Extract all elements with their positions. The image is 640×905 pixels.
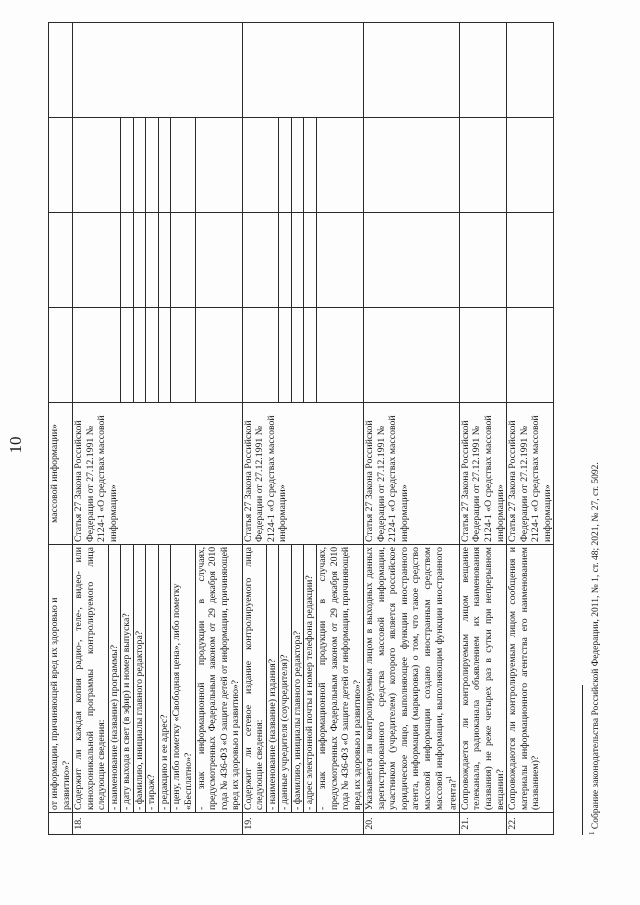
question-item: - цену, либо пометку «Свободная цена», либо пометку «Бесплатно»? bbox=[171, 545, 195, 813]
footnote bbox=[588, 35, 601, 835]
table-row bbox=[242, 23, 266, 835]
question-item: - знак информационной продукции в случаях, предусмотренных Федеральным законом от 29 декабря 2010 года № 436-ФЗ «О защите детей от информации, причиняющей вред их здоровью и развитию»? bbox=[195, 545, 242, 813]
row-number: 22. bbox=[507, 813, 554, 835]
table-row bbox=[507, 23, 554, 835]
footnote-mark: 1 bbox=[588, 831, 596, 835]
checklist-table bbox=[48, 22, 554, 835]
footnote-ref: 1 bbox=[445, 775, 454, 780]
question-item: - фамилию, инициалы главного редактора? bbox=[291, 545, 304, 813]
question-item: - адрес электронной почты и номер телефона редакции? bbox=[304, 545, 317, 813]
question-text: Указывается ли контролируемым лицом в выходных данных зарегистрированного средства массовой информации, участником (учредителем) которого является российское юридическое лицо, выполняющее функции иностранного агента, информация (маркировка) о том, что такое средство массовой информации создано иностранным средством массовой информации, выполняющим функции иностранного агента?$^1$ bbox=[364, 545, 460, 813]
row-number: 19. bbox=[242, 813, 363, 835]
law-reference: Статья 27 Закона Российской Федерации от 27.12.1991 № 2124-1 «О средствах массовой информации» bbox=[507, 403, 554, 545]
question-text: Сопровождается ли контролируемым лицом вещание телеканала, радиоканала объявлением их наименования (названия) не реже четырех раз в сутки при непрерывном вещании? bbox=[459, 545, 506, 813]
table-row bbox=[459, 23, 506, 835]
table-row bbox=[73, 23, 109, 835]
law-reference: Статья 27 Закона Российской Федерации от 27.12.1991 № 2124-1 «О средствах массовой информации» bbox=[73, 403, 243, 545]
question-item: - данные учредителя (соучредителя)? bbox=[279, 545, 292, 813]
question-item: - редакцию и ее адрес? bbox=[158, 545, 171, 813]
page-number: 10 bbox=[6, 436, 25, 454]
question-item: - фамилию, инициалы главного редактора? bbox=[133, 545, 146, 813]
question-text: от информации, причиняющей вред их здоровью и развитию»? bbox=[49, 545, 73, 813]
question-item: - тираж? bbox=[146, 545, 159, 813]
question-item: - знак информационной продукции в случаях, предусмотренных Федеральным законом от 29 декабря 2010 года № 436-ФЗ «О защите детей от информации, причиняющей вред их здоровью и развитию»? bbox=[317, 545, 364, 813]
row-number: 18. bbox=[73, 813, 243, 835]
law-reference: массовой информации» bbox=[49, 403, 73, 545]
law-reference: Статья 27 Закона Российской Федерации от 27.12.1991 № 2124-1 «О средствах массовой информации» bbox=[364, 403, 460, 545]
footnote-separator bbox=[582, 685, 583, 835]
question-item: - наименование (название) издания? bbox=[266, 545, 279, 813]
question-text: Содержит ли каждая копия радио-, теле-, видео- или кинохроникальной программы контролируемого лица следующие сведения: bbox=[73, 545, 109, 813]
table-row bbox=[49, 23, 73, 835]
row-number: 21. bbox=[459, 813, 506, 835]
law-reference: Статья 27 Закона Российской Федерации от 27.12.1991 № 2124-1 «О средствах массовой информации» bbox=[242, 403, 363, 545]
footnote-text: Собрание законодательства Российской Федерации, 2011, № 1, ст. 48; 2021, № 27, ст. 5092. bbox=[591, 462, 602, 830]
question-item: - наименование (название) программы? bbox=[108, 545, 121, 813]
question-item: - дату выхода в свет (в эфир) и номер выпуска? bbox=[121, 545, 134, 813]
question-text: Сопровождаются ли контролируемым лицом сообщения и материалы информационного агентства его наименованием (названием)? bbox=[507, 545, 554, 813]
table-row bbox=[364, 23, 460, 835]
law-reference: Статья 27 Закона Российской Федерации от 27.12.1991 № 2124-1 «О средствах массовой информации» bbox=[459, 403, 506, 545]
question-text: Содержит ли сетевое издание контролируемого лица следующие сведения: bbox=[242, 545, 266, 813]
row-number: 20. bbox=[364, 813, 460, 835]
